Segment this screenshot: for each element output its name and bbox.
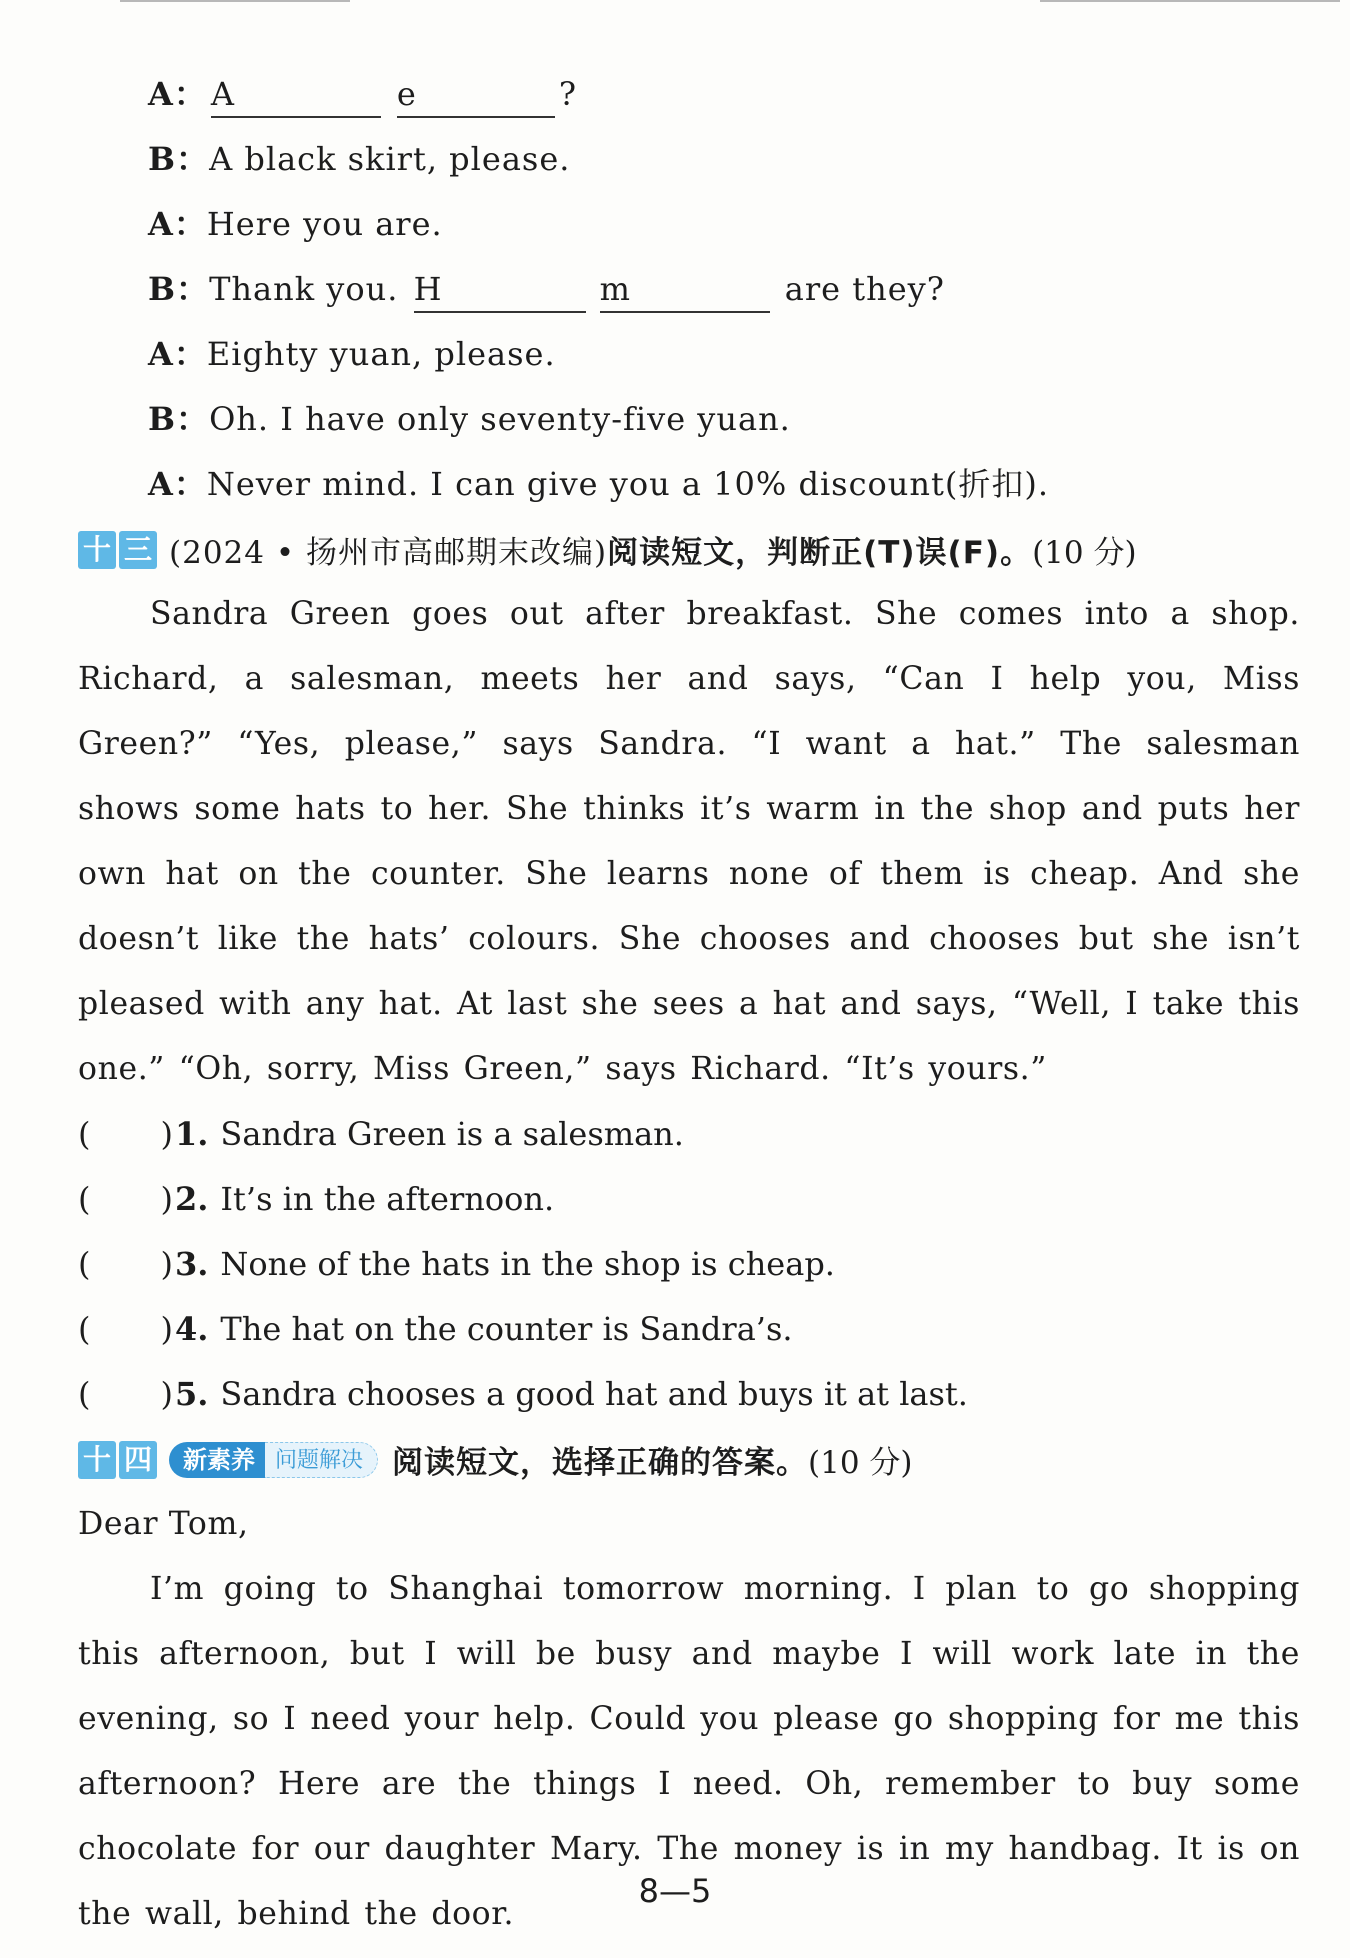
dialogue-line: B：Oh. I have only seventy-five yuan. [148, 400, 791, 438]
answer-bracket[interactable]: ( ) [78, 1180, 173, 1218]
letter-greeting: Dear Tom, [78, 1506, 249, 1542]
instruction: 阅读短文，选择正确的答案。 [392, 1445, 809, 1481]
speaker-label: A： [148, 335, 207, 373]
points: (10 分) [1032, 535, 1137, 571]
section-number: 十 三 [78, 531, 157, 569]
question-item: ( ) 2. It’s in the afternoon. [78, 1167, 1300, 1232]
answer-blank[interactable]: A [211, 72, 381, 118]
question-item: ( ) 3. None of the hats in the shop is cheap. [78, 1232, 1300, 1297]
answer-blank[interactable]: e [397, 72, 555, 118]
speaker-label: B： [148, 270, 210, 308]
worksheet-page [78, 62, 1300, 1947]
answer-blank[interactable]: H [414, 267, 586, 313]
section-13-header [78, 517, 1300, 582]
dialogue-line: A： A e ? [78, 62, 1300, 127]
question-item: ( ) 4. The hat on the counter is Sandra’s. [78, 1297, 1300, 1362]
points: (10 分) [808, 1445, 913, 1481]
speaker-label: A： [148, 75, 207, 113]
literacy-badge: 新素养 问题解决 [169, 1442, 378, 1478]
section-14-header [78, 1427, 1300, 1492]
dialogue-line: B：Thank you. H m are they? [78, 257, 1300, 322]
source-note: (2024 • 扬州市高邮期末改编) [169, 535, 608, 571]
top-rule-right [1040, 0, 1340, 2]
top-rule-left [120, 0, 350, 2]
speaker-label: B： [148, 400, 210, 438]
answer-bracket[interactable]: ( ) [78, 1245, 173, 1283]
dialogue-line: A：Never mind. I can give you a 10% discount(折扣). [148, 465, 1050, 503]
instruction: 阅读短文，判断正(T)误(F)。 [607, 535, 1033, 571]
section-number: 十 四 [78, 1441, 157, 1479]
answer-blank[interactable]: m [600, 267, 770, 313]
speaker-label: B： [148, 140, 210, 178]
dialogue-line: A：Here you are. [148, 205, 443, 243]
speaker-label: A： [148, 465, 207, 503]
true-false-questions [78, 1102, 1300, 1427]
speaker-label: A： [148, 205, 207, 243]
answer-bracket[interactable]: ( ) [78, 1115, 173, 1153]
dialogue-line: B：A black skirt, please. [148, 140, 571, 178]
answer-bracket[interactable]: ( ) [78, 1375, 173, 1413]
question-item: ( ) 5. Sandra chooses a good hat and buys it at last. [78, 1362, 1300, 1427]
dialogue [78, 62, 1300, 517]
answer-bracket[interactable]: ( ) [78, 1310, 173, 1348]
letter-body: I’m going to Shanghai tomorrow morning. I plan to go shopping this afternoon, but I will be busy and maybe I will work late in the evening, so I need your help. Could you please go shopping for me this afternoon? Here are the things I need. Oh, remember to buy some chocolate for our daughter Mary. The money is in my handbag. It is on the wall, behind the door. [78, 1571, 1300, 1932]
dialogue-line: A：Eighty yuan, please. [148, 335, 556, 373]
reading-passage: Sandra Green goes out after breakfast. She comes into a shop. Richard, a salesman, meets her and says, “Can I help you, Miss Green?” “Yes, please,” says Sandra. “I want a hat.” The salesman shows some hats to her. She thinks it’s warm in the shop and puts her own hat on the counter. She learns none of them is cheap. And she doesn’t like the hats’ colours. She chooses and chooses but she isn’t pleased with any hat. At last she sees a hat and says, “Well, I take this one.” “Oh, sorry, Miss Green,” says Richard. “It’s yours.” [78, 596, 1300, 1087]
page-number: 8—5 [638, 1872, 712, 1910]
question-item: ( ) 1. Sandra Green is a salesman. [78, 1102, 1300, 1167]
